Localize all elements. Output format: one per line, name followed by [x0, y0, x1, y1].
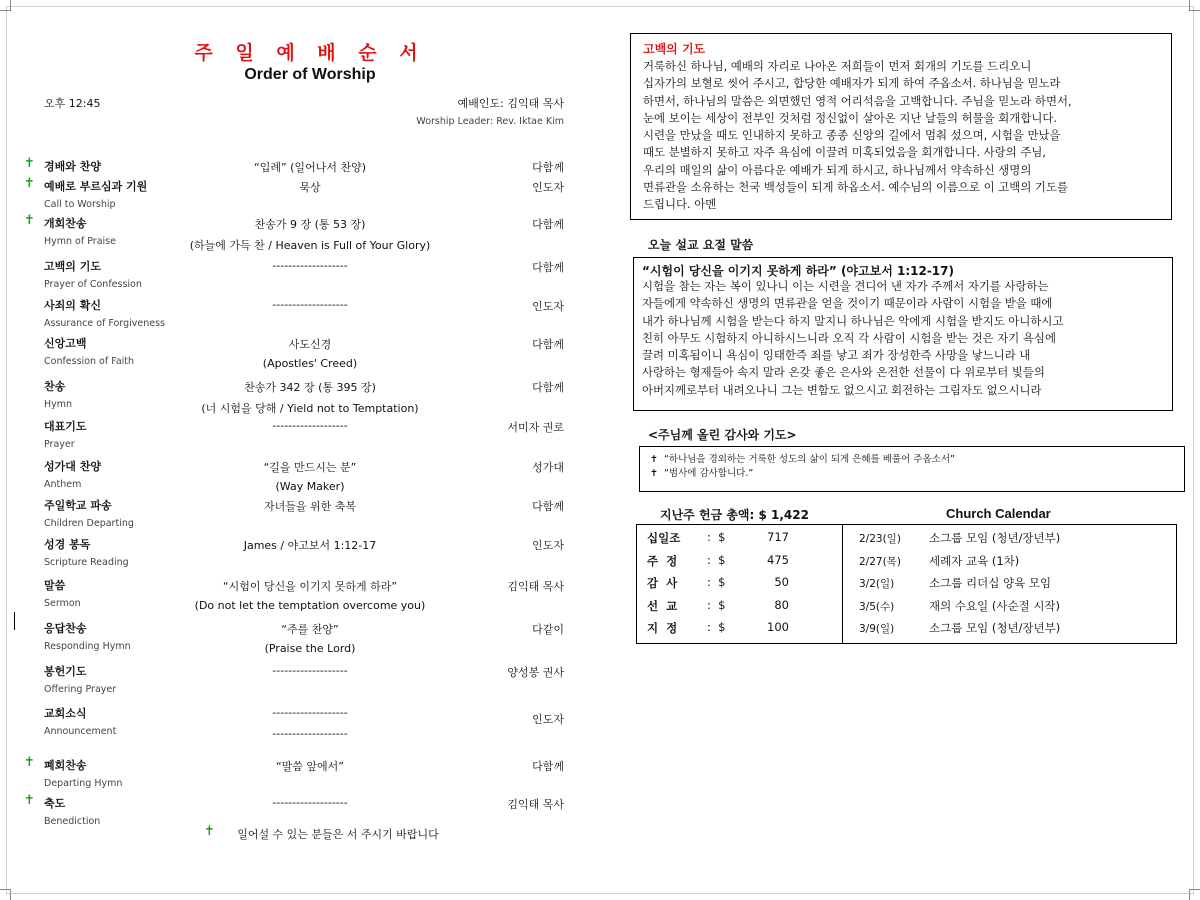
sermon-line: 친히 아무도 시험하지 아니하시느니라 오직 각 사람이 시험을 받는 것은 자기 욕심에: [642, 330, 1056, 345]
worship-item-name-english: Offering Prayer: [44, 684, 117, 695]
worship-item-name: 예배로 부르심과 기원: [44, 180, 148, 193]
worship-cross-icon: ✝: [24, 213, 35, 228]
worship-item-detail: -------------------: [272, 419, 348, 432]
worship-item-leader: 다함께: [532, 261, 564, 274]
worship-item-detail: “말씀 앞에서”: [275, 760, 345, 773]
offering-currency: : $: [707, 552, 726, 567]
worship-item-leader: 김익태 목사: [507, 798, 564, 811]
worship-item-detail: -------------------: [272, 796, 348, 809]
calendar-event: 재의 수요일 (사순절 시작): [929, 598, 1061, 613]
worship-item-leader: 서미자 권로: [507, 421, 564, 434]
offering-currency: : $: [707, 597, 726, 612]
sermon-line: 자들에게 약속하신 생명의 면류관을 얻을 것이기 때문이라 사람이 시험을 받을 때에: [642, 296, 1053, 311]
confession-line: 하면서, 하나님의 말씀은 외면했던 영적 어리석음을 고백합니다. 주님을 믿노라 하면서,: [643, 93, 1072, 108]
thanks-cross-icon: ✝: [650, 468, 658, 479]
worship-item-detail: 묵상: [299, 181, 321, 194]
worship-item-leader: 다함께: [532, 218, 564, 231]
confession-line: 십자가의 보혈로 씻어 주시고, 합당한 예배자가 되게 하여 주옵소서. 하나님을 믿노라: [643, 76, 1061, 91]
worship-item-detail: -------------------: [272, 298, 348, 311]
worship-item-name-english: Prayer: [44, 439, 75, 450]
standing-cross-icon: ✝: [204, 824, 215, 839]
worship-item-name-english: Responding Hymn: [44, 641, 131, 652]
confession-prayer-box: [630, 33, 1172, 220]
worship-leader-korean: 예배인도: 김익태 목사: [457, 97, 564, 110]
worship-item-detail: 찬송가 9 장 (통 53 장): [254, 218, 366, 231]
confession-line: 시련을 만났을 때도 인내하지 못하고 종종 신앙의 길에서 멈춰 섰으며, 시험을 만났을: [643, 128, 1061, 143]
worship-item-leader: 김익태 목사: [507, 580, 564, 593]
calendar-event: 소그룹 리더십 양육 모임: [929, 576, 1052, 590]
worship-item-detail-secondary: (너 시험을 당해 / Yield not to Temptation): [201, 402, 419, 415]
offering-currency: : $: [707, 620, 726, 634]
confession-line: 때도 분별하지 못하고 자주 욕심에 이끌려 미혹되었음을 회개합니다. 사랑의 주님,: [643, 145, 1046, 160]
calendar-event: 소그룹 모임 (청년/장년부): [929, 621, 1061, 635]
confession-line: 드립니다. 아멘: [643, 197, 717, 212]
worship-item-detail: -------------------: [272, 706, 348, 719]
worship-item-name-english: Call to Worship: [44, 199, 116, 210]
confession-line: 거룩하신 하나님, 예배의 자리로 나아온 저희들이 먼저 회개의 기도를 드리오니: [643, 59, 1032, 73]
worship-item-name-english: Hymn: [44, 399, 73, 410]
worship-item-leader: 인도자: [532, 539, 564, 552]
worship-item-name: 축도: [44, 797, 66, 810]
calendar-date: 3/2(일): [859, 578, 895, 590]
offering-heading: 지난주 헌금 총액: $ 1,422: [660, 508, 809, 522]
worship-item-name: 성가대 찬양: [44, 460, 101, 473]
worship-item-name: 대표기도: [44, 420, 87, 433]
worship-item-name-english: Confession of Faith: [44, 356, 135, 367]
sermon-line: 끌려 미혹됨이니 욕심이 잉태한즉 죄를 낳고 죄가 장성한즉 사망을 낳느니라 내: [642, 348, 1031, 363]
worship-item-leader: 다함께: [532, 500, 564, 513]
calendar-date: 3/9(일): [859, 623, 895, 635]
worship-item-detail: -------------------: [272, 259, 348, 272]
worship-item-name: 말씀: [44, 579, 66, 592]
thanks-heading: <주님께 올린 감사와 기도>: [648, 428, 797, 442]
offering-label: 선 교: [647, 598, 678, 613]
text-cursor: [14, 612, 15, 630]
sermon-summary-title: “시험이 당신을 이기지 못하게 하라” (야고보서 1:12-17): [642, 264, 954, 278]
offering-amount: 717: [767, 530, 789, 544]
thanks-item: [650, 453, 1170, 467]
offering-amount: 475: [767, 552, 789, 567]
bulletin-title-english: Order of Worship: [244, 66, 376, 83]
confession-line: 눈에 보이는 세상이 전부인 것처럼 정신없이 살아온 지난 날들의 허물을 회개합니다.: [643, 110, 1057, 125]
worship-item-name-english: Children Departing: [44, 518, 134, 529]
offering-amount: 80: [774, 597, 789, 612]
calendar-heading: Church Calendar: [946, 506, 1051, 521]
worship-item-detail: 사도신경: [288, 338, 332, 351]
offering-amount: 50: [774, 575, 789, 589]
worship-item-detail-secondary: (Do not let the temptation overcome you): [194, 599, 426, 612]
worship-item-detail: “입례” (일어나서 찬양): [254, 161, 366, 174]
worship-item-name: 봉헌기도: [44, 665, 87, 678]
worship-cross-icon: ✝: [24, 176, 35, 191]
worship-item-detail: -------------------: [272, 664, 348, 677]
offering-amount: 100: [767, 620, 789, 634]
worship-cross-icon: ✝: [24, 755, 35, 770]
worship-item-name-english: Announcement: [44, 726, 117, 737]
worship-item-name-english: Anthem: [44, 479, 82, 490]
calendar-event: 소그룹 모임 (청년/장년부): [929, 531, 1061, 545]
worship-item-detail: “주를 찬양”: [281, 623, 339, 636]
confession-prayer-text: [643, 58, 1167, 214]
worship-item-name-english: Sermon: [44, 598, 81, 609]
corner-mark-tr: [1189, 0, 1200, 11]
standing-note-text: 일어설 수 있는 분들은 서 주시기 바랍니다: [237, 828, 439, 841]
worship-cross-icon: ✝: [24, 793, 35, 808]
offering-label: 지 정: [647, 621, 678, 635]
thanks-item-text: “하나님을 경외하는 거룩한 성도의 삶이 되게 은혜를 베풀어 주옵소서”: [663, 454, 955, 465]
worship-item-leader: 인도자: [532, 181, 564, 194]
worship-item-detail-secondary: (Way Maker): [275, 480, 345, 493]
corner-mark-br: [1189, 889, 1200, 900]
service-time: 오후 12:45: [44, 97, 101, 110]
sermon-summary-box: [633, 257, 1173, 411]
thanks-item: [650, 467, 1170, 481]
confession-line: 면류관을 소유하는 천국 백성들이 되게 하옵소서. 예수님의 이름으로 이 고백의 기도를: [643, 180, 1068, 195]
standing-note: [200, 826, 460, 842]
calendar-event: 세례자 교육 (1차): [929, 553, 1020, 568]
worship-item-name-english: Prayer of Confession: [44, 279, 142, 290]
worship-item-name: 고백의 기도: [44, 260, 101, 273]
worship-item-leader: 인도자: [532, 300, 564, 313]
bulletin-title-korean: 주 일 예 배 순 서: [194, 42, 426, 64]
worship-item-leader: 다같이: [532, 623, 564, 636]
calendar-date: 2/23(일): [859, 533, 901, 545]
worship-item-name: 응답찬송: [44, 622, 87, 635]
sermon-line: 사랑하는 형제들아 속지 말라 온갖 좋은 은사와 온전한 선물이 다 위로부터 빛들의: [642, 365, 1045, 380]
worship-item-name: 성경 봉독: [44, 538, 91, 551]
worship-item-leader: 양성봉 권사: [507, 666, 564, 679]
worship-leader-english: Worship Leader: Rev. Iktae Kim: [416, 116, 564, 127]
worship-item-name: 개회찬송: [44, 217, 87, 230]
worship-item-name-english: Hymn of Praise: [44, 236, 116, 247]
worship-item-detail: 자녀들을 위한 축복: [263, 500, 356, 513]
calendar-date: 2/27(목): [859, 555, 901, 568]
worship-item-leader: 성가대: [532, 461, 564, 474]
worship-item-name: 폐회찬송: [44, 759, 87, 772]
worship-item-leader: 다함께: [532, 760, 564, 773]
confession-line: 우리의 매일의 삶이 아름다운 예배가 되게 하시고, 하나님께서 약속하신 생명의: [643, 162, 1032, 177]
worship-item-name: 신앙고백: [44, 337, 87, 350]
offering-label: 십일조: [647, 531, 681, 545]
worship-item-name: 교회소식: [44, 707, 87, 720]
sermon-line: 아버지께로부터 내려오나니 그는 변함도 없으시고 회전하는 그림자도 없으시니라: [642, 382, 1042, 397]
worship-item-detail: “길을 만드시는 분”: [263, 461, 357, 474]
sermon-line: 내가 하나님께 시험을 받는다 하지 말지니 하나님은 악에게 시험을 받지도 아니하시고: [642, 313, 1064, 328]
offering-table: [637, 525, 843, 643]
calendar-date: 3/5(수): [859, 600, 895, 613]
confession-prayer-title: 고백의 기도: [643, 42, 706, 56]
worship-item-detail-secondary: -------------------: [272, 727, 348, 740]
worship-item-name-english: Scripture Reading: [44, 557, 129, 568]
worship-item-name-english: Assurance of Forgiveness: [44, 318, 166, 329]
worship-item-name: 찬송: [44, 380, 66, 393]
offering-currency: : $: [707, 575, 726, 589]
sermon-summary-text: [642, 278, 1168, 399]
thanks-cross-icon: ✝: [650, 454, 658, 465]
worship-item-detail: “시험이 당신을 이기지 못하게 하라”: [222, 580, 398, 593]
worship-item-detail: James / 야고보서 1:12-17: [243, 539, 377, 552]
worship-item-leader: 다함께: [532, 338, 564, 351]
worship-item-leader: 인도자: [532, 713, 564, 726]
offering-calendar-table: [636, 524, 1177, 644]
corner-mark-tl: [0, 0, 11, 11]
worship-item-detail-secondary: (하늘에 가득 찬 / Heaven is Full of Your Glory): [189, 239, 431, 252]
worship-cross-icon: ✝: [24, 156, 35, 171]
worship-item-detail-secondary: (Praise the Lord): [264, 642, 356, 655]
worship-item-name-english: Benediction: [44, 816, 101, 827]
worship-item-leader: 다함께: [532, 381, 564, 394]
corner-mark-bl: [0, 889, 11, 900]
worship-item-leader: 다함께: [532, 161, 564, 174]
calendar-table: [843, 525, 1175, 643]
worship-item-name: 경배와 찬양: [44, 160, 101, 173]
sermon-summary-heading: 오늘 설교 요절 말씀: [648, 238, 754, 252]
sermon-line: 시험을 참는 자는 복이 있나니 이는 시련을 견디어 낸 자가 주께서 자기를 사랑하는: [642, 279, 1049, 293]
thanks-list: [650, 453, 1170, 481]
thanks-box: [639, 446, 1185, 492]
worship-item-name: 주일학교 파송: [44, 499, 112, 512]
worship-item-detail: 찬송가 342 장 (통 395 장): [244, 381, 376, 394]
offering-currency: : $: [707, 530, 726, 544]
worship-item-name-english: Departing Hymn: [44, 778, 123, 789]
offering-label: 감 사: [647, 576, 678, 590]
thanks-item-text: “범사에 감사합니다.”: [663, 468, 754, 479]
offering-label: 주 정: [647, 553, 678, 568]
worship-item-name: 사죄의 확신: [44, 299, 101, 312]
worship-item-detail-secondary: (Apostles' Creed): [262, 357, 358, 370]
